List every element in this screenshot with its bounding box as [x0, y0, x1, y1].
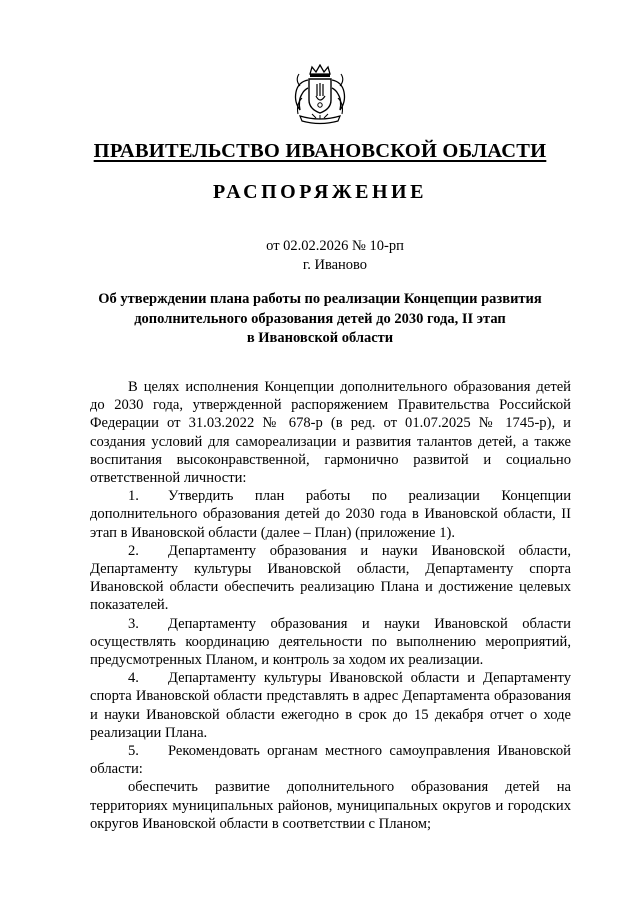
intro-paragraph: В целях исполнения Концепции дополнительного образования детей до 2030 года, утвержденной распоряжением Правительства Российской Федерации от 31.03.2022 № 678-р (в ред. от 01.07.2025 № 1745-р), и создания условий для самореализации и развития талантов детей, а также воспитания высоконравственной, гармонично развитой и социально ответственной личности:: [90, 379, 571, 487]
numbered-item: [90, 742, 571, 778]
document-body: [90, 378, 571, 833]
numbered-item: [90, 487, 571, 542]
item-text: Департаменту образования и науки Ивановской области осуществлять координацию деятельности по выполнению мероприятий, предусмотренных Планом, и контроль за ходом их реализации.: [90, 615, 571, 669]
subject-line: Об утверждении плана работы по реализации Концепции развития: [98, 291, 542, 307]
sub-item-paragraph: обеспечить развитие дополнительного образования детей на территориях муниципальных районов, муниципальных округов и городских округов Ивановской области в соответствии с Планом;: [90, 779, 571, 832]
document-type: РАСПОРЯЖЕНИЕ: [213, 181, 427, 203]
numbered-item: [90, 542, 571, 615]
item-number: 3.: [128, 615, 139, 632]
item-number: 2.: [128, 542, 139, 559]
document-city: г. Иваново: [302, 257, 368, 273]
item-text: Департаменту образования и науки Ивановской области, Департаменту культуры Ивановской области, Департаменту спорта Ивановской области обеспечить реализацию Плана и достижение целевых показателей.: [90, 542, 571, 614]
document-date-number: от 02.02.2026 № 10-рп: [266, 238, 404, 254]
item-text: Департаменту культуры Ивановской области и Департаменту спорта Ивановской области представлять в адрес Департамента образования и науки Ивановской области ежегодно в срок до 15 декабря отчет о ходе реализации Плана.: [90, 670, 571, 741]
document-subject: [85, 290, 555, 349]
coat-of-arms-icon: [290, 64, 350, 126]
item-text: Рекомендовать органам местного самоуправления Ивановской области:: [90, 743, 571, 778]
government-title: ПРАВИТЕЛЬСТВО ИВАНОВСКОЙ ОБЛАСТИ: [93, 140, 547, 162]
subject-line: дополнительного образования детей до 2030 года, II этап: [134, 310, 506, 327]
numbered-item: [90, 669, 571, 742]
subject-line: в Ивановской области: [246, 330, 394, 346]
item-text: Утвердить план работы по реализации Концепции дополнительного образования детей до 2030 года в Ивановской области, II этап в Ивановской области (далее – План) (приложение 1).: [90, 488, 571, 541]
item-number: 1.: [128, 488, 139, 505]
item-number: 5.: [128, 743, 139, 760]
item-number: 4.: [128, 670, 139, 687]
numbered-item: [90, 615, 571, 670]
